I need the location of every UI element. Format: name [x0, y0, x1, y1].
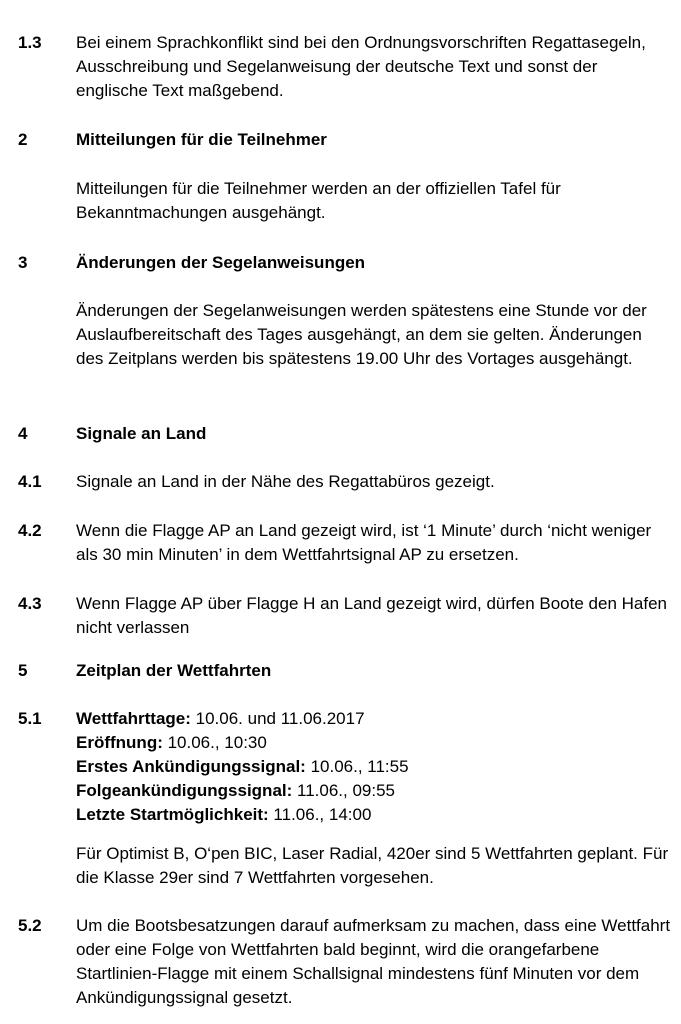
section-body: Mitteilungen für die Teilnehmer werden an der offiziellen Tafel für Bekanntmachungen ausgehängt.: [76, 179, 561, 222]
section-heading: Änderungen der Segelanweisungen: [76, 253, 366, 272]
schedule-item: [76, 731, 673, 755]
schedule-label: Wettfahrttage:: [76, 709, 191, 728]
section-body: Wenn Flagge AP über Flagge H an Land gezeigt wird, dürfen Boote den Hafen nicht verlassen: [76, 594, 667, 637]
section-number: 1.3: [18, 33, 42, 52]
section-number: 5.1: [18, 709, 42, 728]
section-number: 4.2: [18, 521, 42, 540]
schedule-item: [76, 779, 673, 803]
section-body: Für Optimist B, O‘pen BIC, Laser Radial, 420er sind 5 Wettfahrten geplant. Für die Klasse 29er sind 7 Wettfahrten vorgesehen.: [76, 844, 669, 887]
schedule-item: [76, 707, 673, 731]
section-body: Bei einem Sprachkonflikt sind bei den Ordnungsvorschriften Regattasegeln, Ausschreibung und Segelanweisung der deutsche Text und sonst der englische Text maßgebend.: [76, 33, 646, 100]
schedule-value: 10.06. und 11.06.2017: [190, 709, 365, 728]
section-body: Signale an Land in der Nähe des Regattabüros gezeigt.: [76, 472, 495, 491]
schedule-list: [76, 707, 673, 827]
schedule-label: Erstes Ankündigungssignal:: [76, 757, 306, 776]
section-number: 5: [18, 661, 28, 680]
section-number: 4.1: [18, 472, 42, 491]
schedule-value: 10.06., 11:55: [305, 757, 409, 776]
schedule-item: [76, 803, 673, 827]
section-number: 5.2: [18, 916, 42, 935]
section-body: Änderungen der Segelanweisungen werden spätestens eine Stunde vor der Auslaufbereitschaft des Tages ausgehängt, an dem sie gelten. Änderungen des Zeitplans werden bis spätestens 19.00 Uhr des Vortages ausgehängt.: [76, 301, 647, 368]
section-number: 2: [18, 130, 28, 149]
schedule-label: Letzte Startmöglichkeit:: [76, 805, 269, 824]
section-body: Um die Bootsbesatzungen darauf aufmerksam zu machen, dass eine Wettfahrt oder eine Folge von Wettfahrten bald beginnt, wird die orangefarbene Startlinien-Flagge mit einem Schallsignal mindestens fünf Minuten vor dem Ankündigungssignal gesetzt.: [76, 916, 671, 1007]
section-number: 3: [18, 253, 28, 272]
section-heading: Zeitplan der Wettfahrten: [76, 661, 272, 680]
schedule-item: [76, 755, 673, 779]
section-number: 4.3: [18, 594, 42, 613]
schedule-value: 11.06., 09:55: [292, 781, 395, 800]
section-body: Wenn die Flagge AP an Land gezeigt wird, ist ‘1 Minute’ durch ‘nicht weniger als 30 min Minuten’ in dem Wettfahrtsignal AP zu ersetzen.: [76, 521, 652, 564]
section-heading: Signale an Land: [76, 424, 207, 443]
section-number: 4: [18, 424, 28, 443]
section-heading: Mitteilungen für die Teilnehmer: [76, 130, 327, 149]
schedule-value: 11.06., 14:00: [268, 805, 372, 824]
schedule-label: Eröffnung:: [76, 733, 163, 752]
schedule-value: 10.06., 10:30: [162, 733, 267, 752]
schedule-label: Folgeankündigungssignal:: [76, 781, 293, 800]
